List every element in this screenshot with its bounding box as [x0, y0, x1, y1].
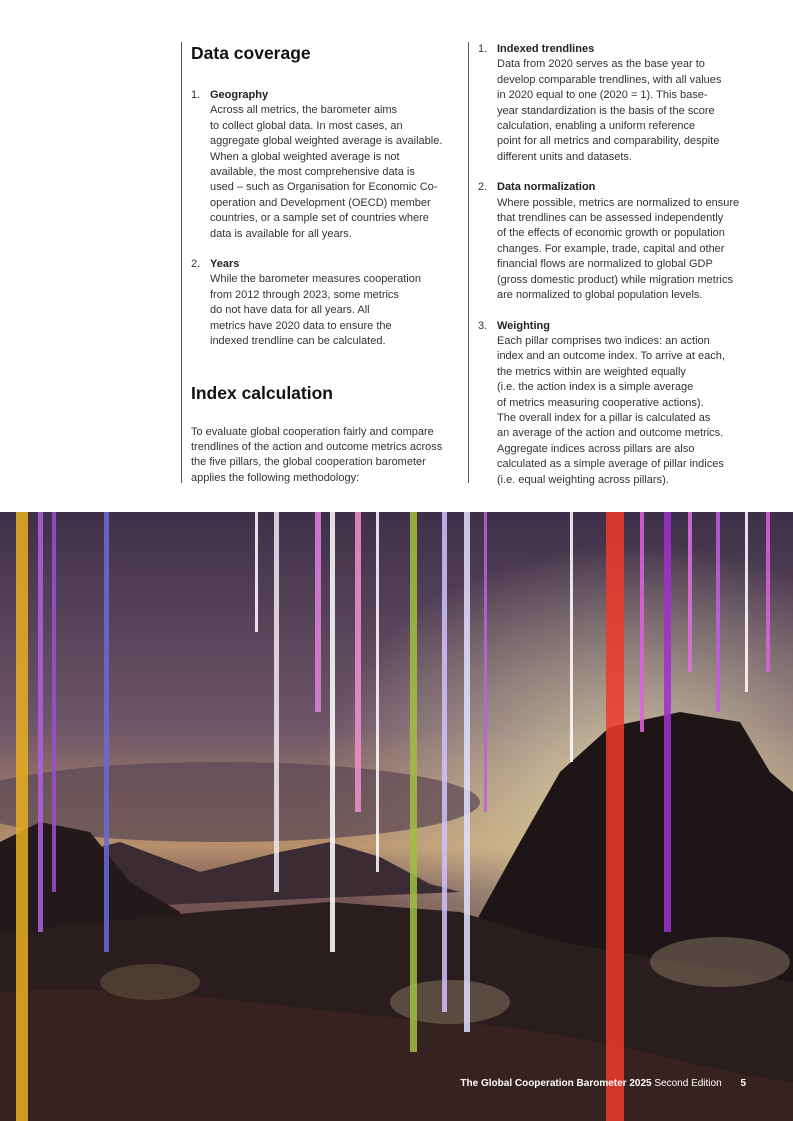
body-line: in 2020 equal to one (2020 = 1). This base- — [497, 89, 708, 102]
body-line: countries, or a sample set of countries where — [210, 212, 429, 225]
body-line: available, the most comprehensive data is — [210, 166, 415, 179]
body-line: trendlines of the action and outcome metrics across — [191, 440, 443, 453]
body-line: The overall index for a pillar is calculated as — [497, 411, 711, 424]
item-title-data-normalization: Data normalization — [497, 181, 596, 194]
body-line: When a global weighted average is not — [210, 150, 400, 163]
body-line: year standardization is the basis of the score — [497, 104, 715, 117]
body-line: an average of the action and outcome metrics. — [497, 427, 724, 440]
methodology-list — [478, 42, 758, 488]
body-line: calculated as a simple average of pillar indices — [497, 458, 724, 471]
data-coverage-heading: Data coverage — [191, 43, 311, 63]
right-column — [468, 42, 758, 486]
item-title-indexed-trendlines: Indexed trendlines — [497, 43, 595, 55]
landscape-photo — [0, 512, 793, 1121]
list-item — [478, 42, 758, 165]
body-line: While the barometer measures cooperation — [210, 273, 421, 286]
list-item — [191, 257, 461, 349]
body-line: index and an outcome index. To arrive at each, — [497, 350, 725, 363]
body-line: Where possible, metrics are normalized to ensure — [497, 196, 740, 209]
body-line: used – such as Organisation for Economic Co- — [210, 181, 438, 194]
body-line: to collect global data. In most cases, an — [210, 119, 403, 132]
body-line: of the effects of economic growth or population — [497, 227, 725, 240]
list-item — [478, 180, 758, 303]
list-number: 1. — [191, 89, 201, 101]
item-title-geography: Geography — [210, 89, 269, 101]
footer-title: The Global Cooperation Barometer 2025 — [460, 1078, 652, 1089]
footer-edition: Second Edition — [654, 1078, 722, 1089]
body-line: Across all metrics, the barometer aims — [210, 104, 398, 117]
body-line: indexed trendline can be calculated. — [210, 335, 386, 348]
body-line: do not have data for all years. All — [210, 304, 370, 317]
index-calculation-paragraph — [191, 425, 461, 487]
list-item — [191, 88, 461, 242]
body-line: Data from 2020 serves as the base year to — [497, 58, 705, 71]
body-line: (i.e. the action index is a simple average — [497, 381, 694, 394]
list-number: 3. — [478, 319, 488, 332]
body-line: that trendlines can be assessed independently — [497, 212, 724, 225]
body-line: aggregate global weighted average is available. — [210, 135, 443, 148]
body-line: financial flows are normalized to global GDP — [497, 258, 713, 271]
body-line: the five pillars, the global cooperation barometer — [191, 456, 426, 469]
item-title-years: Years — [210, 258, 240, 271]
body-line: Aggregate indices across pillars are also — [497, 442, 695, 455]
data-coverage-list — [191, 88, 461, 350]
body-line: applies the following methodology: — [191, 471, 360, 484]
body-line: changes. For example, trade, capital and other — [497, 242, 725, 255]
body-line: from 2012 through 2023, some metrics — [210, 288, 399, 301]
body-line: of metrics measuring cooperative actions). — [497, 396, 704, 409]
item-title-weighting: Weighting — [497, 319, 550, 332]
left-column — [181, 42, 461, 483]
landscape-illustration — [0, 512, 793, 1121]
body-line: To evaluate global cooperation fairly and compare — [191, 425, 434, 438]
body-line: (gross domestic product) while migration metrics — [497, 273, 733, 286]
body-line: are normalized to global population levels. — [497, 289, 703, 302]
body-line: different units and datasets. — [497, 150, 632, 163]
body-line: point for all metrics and comparability, despite — [497, 135, 720, 148]
list-number: 1. — [478, 43, 488, 55]
body-line: data is available for all years. — [210, 227, 352, 240]
list-number: 2. — [191, 258, 201, 271]
index-calculation-heading: Index calculation — [191, 382, 333, 403]
body-line: (i.e. equal weighting across pillars). — [497, 473, 669, 486]
body-line: the metrics within are weighted equally — [497, 365, 686, 378]
body-line: operation and Development (OECD) member — [210, 196, 431, 209]
body-line: metrics have 2020 data to ensure the — [210, 319, 392, 332]
body-line: calculation, enabling a uniform reference — [497, 120, 696, 133]
list-item — [478, 319, 758, 488]
page-footer — [460, 1078, 746, 1089]
body-line: Each pillar comprises two indices: an action — [497, 334, 710, 347]
body-line: develop comparable trendlines, with all values — [497, 73, 722, 86]
page-number: 5 — [740, 1078, 746, 1089]
list-number: 2. — [478, 181, 488, 194]
